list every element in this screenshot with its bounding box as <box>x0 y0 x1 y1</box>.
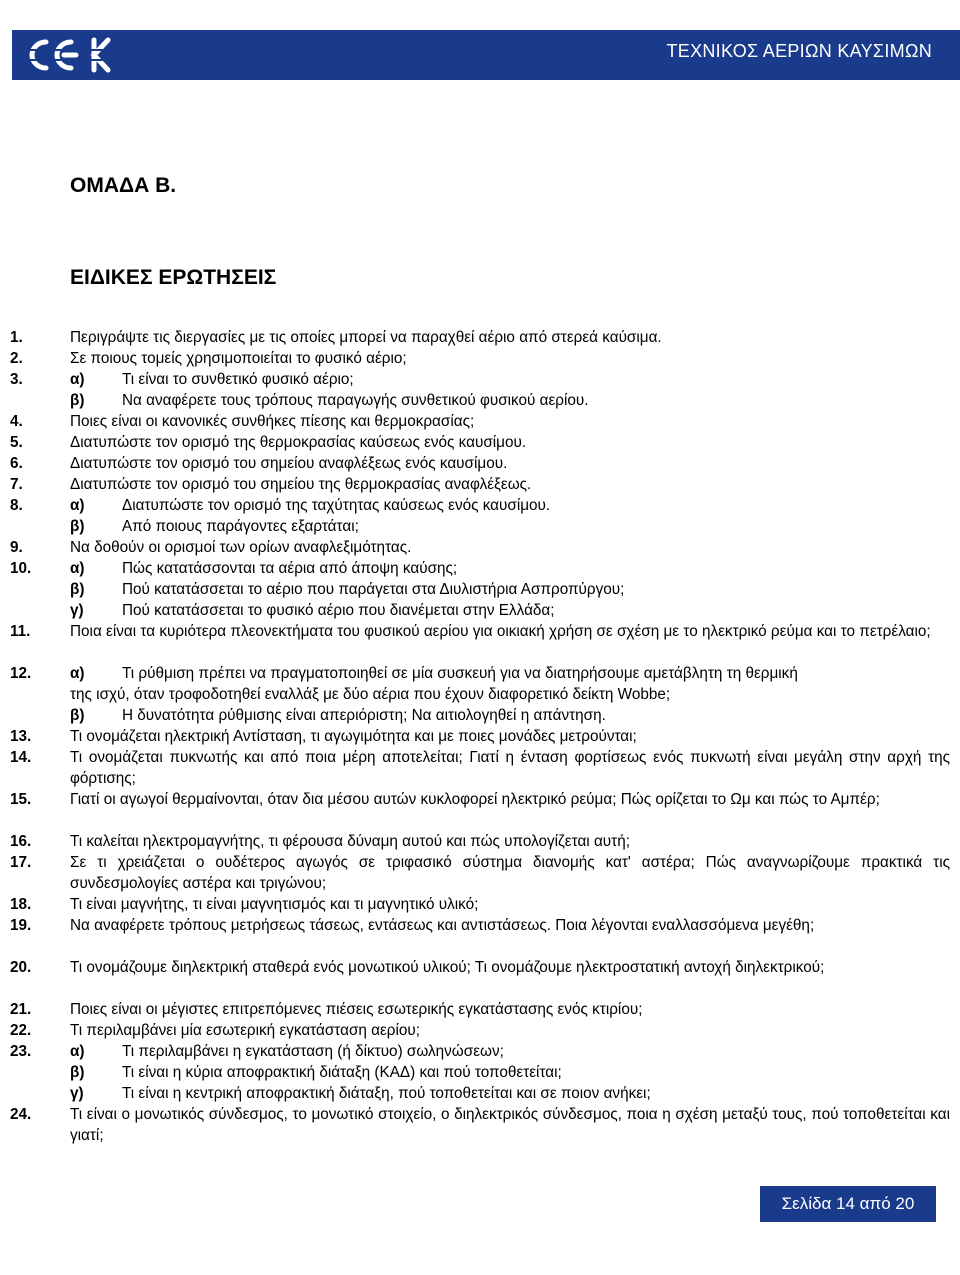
question-text: Τι περιλαμβάνει η εγκατάσταση (ή δίκτυο) σωληνώσεων; <box>122 1043 504 1060</box>
sub-label: β) <box>70 518 85 535</box>
question-number: 4. <box>10 413 23 430</box>
question-number: 17. <box>10 854 32 871</box>
sub-label: γ) <box>70 1085 84 1102</box>
question-number: 13. <box>10 728 32 745</box>
question-number: 20. <box>10 959 32 976</box>
question-text: Ποιες είναι οι μέγιστες επιτρεπόμενες πιέσεις εσωτερικής εγκατάστασης ενός κτιρίου; <box>70 1001 643 1018</box>
question-text: Σε ποιους τομείς χρησιμοποιείται το φυσικό αέριο; <box>70 350 407 367</box>
question-number: 22. <box>10 1022 32 1039</box>
sub-label: β) <box>70 392 85 409</box>
question-text: Γιατί οι αγωγοί θερμαίνονται, όταν δια μέσου αυτών κυκλοφορεί ηλεκτρικό ρεύμα; Πώς ορίζεται το Ωμ και πώς το Αμπέρ; <box>70 791 880 808</box>
sub-label: α) <box>70 1043 85 1060</box>
question-text: Τι ονομάζουμε διηλεκτρική σταθερά ενός μονωτικού υλικού; Τι ονομάζουμε ηλεκτροστατική αντοχή διηλεκτρικού; <box>70 959 825 976</box>
question-text: Τι ονομάζεται ηλεκτρική Αντίσταση, τι αγωγιμότητα και με ποιες μονάδες μετρούνται; <box>70 728 637 745</box>
question-number: 19. <box>10 917 32 934</box>
question-number: 8. <box>10 497 23 514</box>
group-title: ΟΜΑΔΑ Β. <box>70 174 177 197</box>
question-number: 7. <box>10 476 23 493</box>
question-text: Τι περιλαμβάνει μία εσωτερική εγκατάσταση αερίου; <box>70 1022 421 1039</box>
question-text: Περιγράψτε τις διεργασίες με τις οποίες μπορεί να παραχθεί αέριο από στερεά καύσιμα. <box>70 329 662 346</box>
question-number: 12. <box>10 665 32 682</box>
sub-label: γ) <box>70 602 84 619</box>
question-text: Τι είναι η κύρια αποφρακτική διάταξη (ΚΑΔ) και πού τοποθετείται; <box>122 1064 562 1081</box>
question-text: Τι είναι μαγνήτης, τι είναι μαγνητισμός και τι μαγνητικό υλικό; <box>70 896 479 913</box>
question-text: Από ποιους παράγοντες εξαρτάται; <box>122 518 359 535</box>
sub-label: β) <box>70 581 85 598</box>
question-number: 21. <box>10 1001 32 1018</box>
question-text: Ποια είναι τα κυριότερα πλεονεκτήματα του φυσικού αερίου για οικιακή χρήση σε σχέση με το ηλεκτρικό ρεύμα και το πετρέλαιο; <box>70 623 931 640</box>
question-text: Τι ρύθμιση πρέπει να πραγματοποιηθεί σε μία συσκευή για να διατηρήσουμε αμετάβλητη τη θερμική <box>122 665 798 682</box>
question-text: Τι είναι ο μονωτικός σύνδεσμος, το μονωτικό στοιχείο, ο διηλεκτρικός σύνδεσμος, ποια η σχέση μεταξύ τους, πού τοποθετείται και γιατί; <box>70 1106 950 1144</box>
page-number: Σελίδα 14 από 20 <box>760 1186 936 1222</box>
sub-label: α) <box>70 371 85 388</box>
question-text: Ποιες είναι οι κανονικές συνθήκες πίεσης και θερμοκρασίας; <box>70 413 475 430</box>
section-subtitle: ΕΙΔΙΚΕΣ ΕΡΩΤΗΣΕΙΣ <box>70 266 277 289</box>
question-number: 6. <box>10 455 23 472</box>
question-number: 3. <box>10 371 23 388</box>
question-text: Τι είναι το συνθετικό φυσικό αέριο; <box>122 371 354 388</box>
question-text: της ισχύ, όταν τροφοδοτηθεί εναλλάξ με δύο αέρια που έχουν διαφορετικό δείκτη Wobbe; <box>70 686 671 703</box>
question-text: Η δυνατότητα ρύθμισης είναι απεριόριστη; Να αιτιολογηθεί η απάντηση. <box>122 707 606 724</box>
question-number: 10. <box>10 560 32 577</box>
question-text: Πού κατατάσσεται το αέριο που παράγεται στα Διυλιστήρια Ασπροπύργου; <box>122 581 625 598</box>
question-text: Να αναφέρετε τρόπους μετρήσεως τάσεως, εντάσεως και αντιστάσεως. Ποια λέγονται εναλλασσόμενα μεγέθη; <box>70 917 815 934</box>
question-text: Διατυπώστε τον ορισμό της ταχύτητας καύσεως ενός καυσίμου. <box>122 497 551 514</box>
sub-label: α) <box>70 560 85 577</box>
question-number: 23. <box>10 1043 32 1060</box>
header-title: ΤΕΧΝΙΚΟΣ ΑΕΡΙΩΝ ΚΑΥΣΙΜΩΝ <box>666 41 932 61</box>
question-text: Πώς κατατάσσονται τα αέρια από άποψη καύσης; <box>122 560 458 577</box>
sub-label: α) <box>70 665 85 682</box>
question-text: Να αναφέρετε τους τρόπους παραγωγής συνθετικού φυσικού αερίου. <box>122 392 589 409</box>
sub-label: α) <box>70 497 85 514</box>
question-text: Τι ονομάζεται πυκνωτής και από ποια μέρη αποτελείται; Γιατί η ένταση φορτίσεως ενός πυκνωτή είναι μεγάλη στην αρχή της φόρτισης; <box>70 749 950 787</box>
sub-label: β) <box>70 1064 85 1081</box>
question-text: Τι καλείται ηλεκτρομαγνήτης, τι φέρουσα δύναμη αυτού και πώς υπολογίζεται αυτή; <box>70 833 630 850</box>
question-number: 1. <box>10 329 23 346</box>
question-number: 2. <box>10 350 23 367</box>
question-text: Διατυπώστε τον ορισμό του σημείου της θερμοκρασίας αναφλέξεως. <box>70 476 532 493</box>
question-number: 5. <box>10 434 23 451</box>
question-number: 24. <box>10 1106 32 1123</box>
question-number: 14. <box>10 749 32 766</box>
question-number: 15. <box>10 791 32 808</box>
question-number: 11. <box>10 623 31 640</box>
question-text: Τι είναι η κεντρική αποφρακτική διάταξη, πού τοποθετείται και σε ποιον ανήκει; <box>122 1085 651 1102</box>
question-text: Πού κατατάσσεται το φυσικό αέριο που διανέμεται στην Ελλάδα; <box>122 602 555 619</box>
question-text: Διατυπώστε τον ορισμό του σημείου αναφλέξεως ενός καυσίμου. <box>70 455 508 472</box>
question-number: 16. <box>10 833 32 850</box>
logo <box>16 30 112 80</box>
question-text: Σε τι χρειάζεται ο ουδέτερος αγωγός σε τριφασικό σύστημα διανομής κατ' αστέρα; Πώς αναγνωρίζουμε πρακτικά τις συνδεσμολογίες αστέρα και τριγώνου; <box>70 854 950 892</box>
question-number: 9. <box>10 539 23 556</box>
sub-label: β) <box>70 707 85 724</box>
question-text: Να δοθούν οι ορισμοί των ορίων αναφλεξιμότητας. <box>70 539 412 556</box>
question-number: 18. <box>10 896 32 913</box>
question-text: Διατυπώστε τον ορισμό της θερμοκρασίας καύσεως ενός καυσίμου. <box>70 434 527 451</box>
